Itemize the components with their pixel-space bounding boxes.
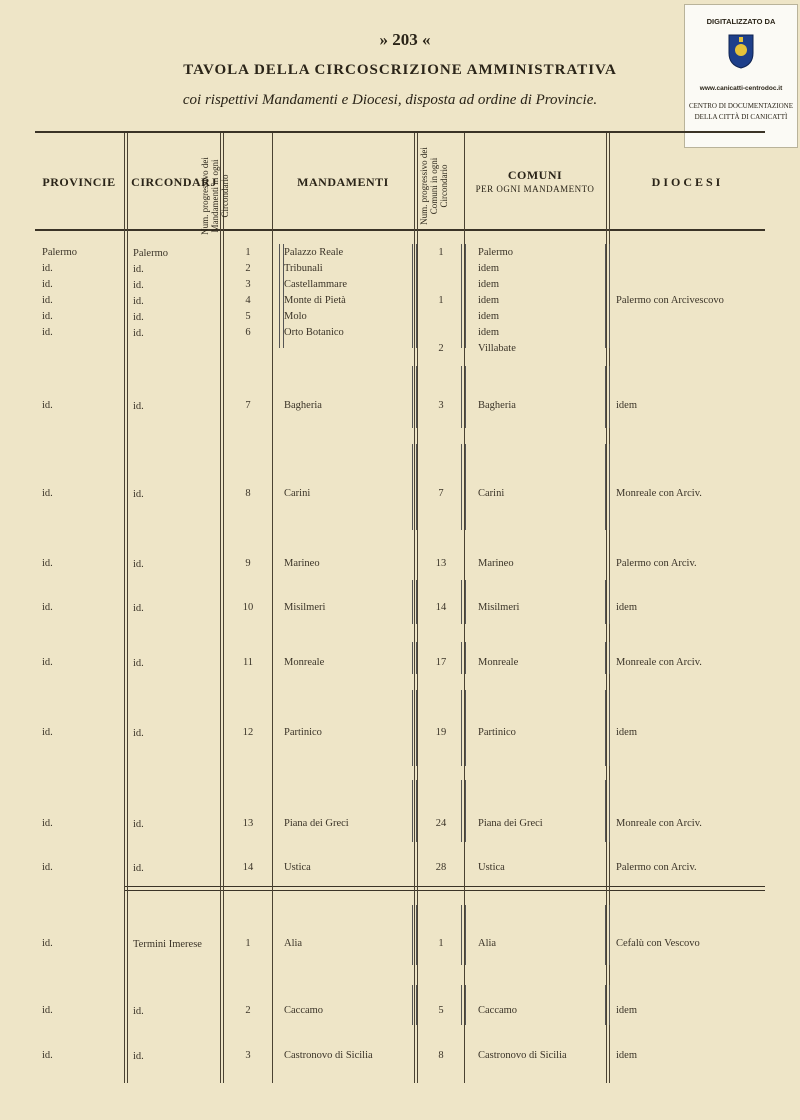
brace-mark: [461, 444, 466, 530]
cell-provincia: id.: [42, 327, 53, 338]
cell-num-comune: 7: [438, 488, 444, 499]
header-circondarj: CIRCONDARJ: [131, 175, 217, 189]
header-provincie: PROVINCIE: [42, 175, 116, 189]
cell-mandamento: Marineo: [284, 558, 320, 569]
cell-comune: Marineo: [478, 558, 514, 569]
coat-of-arms-icon: [727, 33, 755, 69]
cell-provincia: id.: [42, 1005, 53, 1016]
page-number: » 203 «: [379, 30, 431, 49]
cell-num-comune: 1: [438, 247, 444, 258]
cell-comune: idem: [478, 311, 499, 322]
brace-mark: [605, 244, 610, 348]
cell-comune: idem: [478, 327, 499, 338]
section-divider-2: [125, 890, 765, 891]
header-mandamenti: MANDAMENTI: [297, 175, 389, 189]
brace-mark: [605, 985, 610, 1025]
brace-mark: [461, 244, 466, 348]
cell-comune: Piana dei Greci: [478, 818, 543, 829]
cell-comune: Alia: [478, 938, 497, 949]
brace-mark: [412, 244, 417, 348]
brace-mark: [412, 690, 417, 766]
table-top-rule: [35, 131, 765, 133]
cell-num-comune: 14: [435, 602, 447, 613]
brace-mark: [461, 780, 466, 842]
cell-mandamento: Ustica: [284, 862, 311, 873]
stamp-line-3: CENTRO DI DOCUMENTAZIONE: [688, 102, 794, 110]
cell-num-comune: 13: [435, 558, 447, 569]
cell-num-mandamento: 9: [245, 558, 251, 569]
cell-provincia: id.: [42, 400, 53, 411]
cell-circondario: Termini Imerese: [133, 939, 202, 950]
cell-num-comune: 1: [438, 295, 444, 306]
cell-diocesi: Monreale con Arciv.: [616, 657, 702, 668]
cell-diocesi: Palermo con Arciv.: [616, 862, 697, 873]
cell-num-mandamento: 12: [242, 727, 254, 738]
brace-mark: [605, 366, 610, 428]
digitization-stamp: [684, 4, 798, 148]
cell-comune: Carini: [478, 488, 505, 499]
cell-num-mandamento: 4: [245, 295, 251, 306]
cell-num-mandamento: 11: [242, 657, 254, 668]
cell-mandamento: Palazzo Reale: [284, 247, 344, 258]
cell-num-mandamento: 6: [245, 327, 251, 338]
cell-num-mandamento: 2: [245, 1005, 251, 1016]
brace-mark: [605, 905, 610, 965]
cell-circondario: id.: [133, 1006, 144, 1017]
cell-circondario: id.: [133, 312, 144, 323]
cell-diocesi: idem: [616, 602, 637, 613]
cell-diocesi: idem: [616, 727, 637, 738]
cell-mandamento: Castronovo di Sicilia: [284, 1050, 373, 1061]
cell-circondario: id.: [133, 280, 144, 291]
cell-provincia: id.: [42, 279, 53, 290]
cell-comune: Partinico: [478, 727, 516, 738]
cell-comune: idem: [478, 295, 499, 306]
cell-mandamento: Alia: [284, 938, 303, 949]
cell-num-mandamento: 3: [245, 1050, 251, 1061]
cell-num-mandamento: 3: [245, 279, 251, 290]
cell-circondario: id.: [133, 728, 144, 739]
cell-diocesi: Monreale con Arciv.: [616, 488, 702, 499]
cell-diocesi: idem: [616, 1005, 637, 1016]
brace-mark: [605, 690, 610, 766]
brace-mark: [412, 366, 417, 428]
cell-mandamento: Bagheria: [284, 400, 322, 411]
column-divider: [223, 133, 224, 1083]
header-num-comuni: Num. progressivo dei Comuni in ogni Circondario: [419, 147, 449, 225]
cell-num-mandamento: 10: [242, 602, 254, 613]
brace-mark: [412, 985, 417, 1025]
brace-mark: [279, 244, 284, 348]
column-divider: [272, 133, 273, 1083]
cell-mandamento: Monreale: [284, 657, 325, 668]
brace-mark: [412, 642, 417, 674]
cell-circondario: id.: [133, 603, 144, 614]
page-title: TAVOLA DELLA CIRCOSCRIZIONE AMMINISTRATIVA: [183, 62, 617, 78]
column-divider: [220, 133, 221, 1083]
cell-num-comune: 8: [438, 1050, 444, 1061]
cell-mandamento: Monte di Pietà: [284, 295, 346, 306]
cell-mandamento: Molo: [284, 311, 307, 322]
brace-mark: [461, 366, 466, 428]
cell-diocesi: Palermo con Arciv.: [616, 558, 697, 569]
cell-num-mandamento: 2: [245, 263, 251, 274]
cell-comune: Ustica: [478, 862, 505, 873]
cell-comune: Castronovo di Sicilia: [478, 1050, 567, 1061]
cell-mandamento: Caccamo: [284, 1005, 324, 1016]
cell-provincia: id.: [42, 602, 53, 613]
cell-provincia: id.: [42, 727, 53, 738]
brace-mark: [605, 444, 610, 530]
cell-provincia: id.: [42, 488, 53, 499]
brace-mark: [605, 642, 610, 674]
brace-mark: [412, 905, 417, 965]
header-comuni: COMUNI: [507, 168, 563, 182]
cell-num-comune: 28: [435, 862, 447, 873]
cell-mandamento: Orto Botanico: [284, 327, 344, 338]
header-diocesi: DIOCESI: [651, 175, 724, 189]
cell-comune: idem: [478, 263, 499, 274]
cell-provincia: id.: [42, 938, 53, 949]
cell-comune: Bagheria: [478, 400, 516, 411]
cell-num-mandamento: 1: [245, 938, 251, 949]
cell-provincia: Palermo: [42, 247, 77, 258]
cell-num-mandamento: 14: [242, 862, 254, 873]
brace-mark: [461, 642, 466, 674]
table-header-rule: [35, 229, 765, 231]
cell-comune: idem: [478, 279, 499, 290]
cell-provincia: id.: [42, 558, 53, 569]
cell-num-comune: 17: [435, 657, 447, 668]
cell-diocesi: Cefalù con Vescovo: [616, 938, 700, 949]
cell-circondario: id.: [133, 489, 144, 500]
cell-num-comune: 3: [438, 400, 444, 411]
page-subtitle: coi rispettivi Mandamenti e Diocesi, disposta ad ordine di Provincie.: [182, 92, 598, 108]
stamp-line-4: DELLA CITTÀ DI CANICATTÌ: [694, 113, 788, 121]
cell-provincia: id.: [42, 263, 53, 274]
cell-provincia: id.: [42, 818, 53, 829]
cell-mandamento: Partinico: [284, 727, 322, 738]
cell-provincia: id.: [42, 311, 53, 322]
cell-mandamento: Tribunali: [284, 263, 323, 274]
cell-mandamento: Carini: [284, 488, 311, 499]
cell-comune: Villabate: [478, 343, 516, 354]
section-divider: [125, 886, 765, 887]
cell-num-mandamento: 1: [245, 247, 251, 258]
brace-mark: [412, 780, 417, 842]
cell-circondario: id.: [133, 328, 144, 339]
stamp-heading: DIGITALIZZATO DA: [706, 17, 776, 26]
cell-num-comune: 24: [435, 818, 447, 829]
brace-mark: [412, 444, 417, 530]
cell-num-mandamento: 7: [245, 400, 251, 411]
cell-provincia: id.: [42, 862, 53, 873]
cell-mandamento: Piana dei Greci: [284, 818, 349, 829]
cell-num-mandamento: 5: [245, 311, 251, 322]
brace-mark: [412, 580, 417, 624]
cell-circondario: id.: [133, 658, 144, 669]
cell-num-comune: 19: [435, 727, 447, 738]
cell-provincia: id.: [42, 295, 53, 306]
column-divider: [127, 133, 128, 1083]
cell-circondario: id.: [133, 1051, 144, 1062]
cell-num-mandamento: 13: [242, 818, 254, 829]
brace-mark: [461, 905, 466, 965]
brace-mark: [461, 580, 466, 624]
cell-comune: Monreale: [478, 657, 519, 668]
brace-mark: [461, 985, 466, 1025]
cell-circondario: id.: [133, 559, 144, 570]
cell-comune: Misilmeri: [478, 602, 520, 613]
cell-circondario: id.: [133, 264, 144, 275]
cell-num-comune: 2: [438, 343, 444, 354]
cell-comune: Palermo: [478, 247, 513, 258]
brace-mark: [605, 780, 610, 842]
cell-circondario: id.: [133, 401, 144, 412]
cell-comune: Caccamo: [478, 1005, 518, 1016]
cell-diocesi: idem: [616, 1050, 637, 1061]
header-comuni-sub: PER OGNI MANDAMENTO: [475, 184, 595, 194]
cell-num-mandamento: 8: [245, 488, 251, 499]
cell-circondario: Palermo: [133, 248, 168, 259]
cell-circondario: id.: [133, 819, 144, 830]
cell-diocesi: idem: [616, 400, 637, 411]
column-divider: [417, 133, 418, 1083]
cell-diocesi: Monreale con Arciv.: [616, 818, 702, 829]
cell-diocesi: Palermo con Arcivescovo: [616, 295, 724, 306]
cell-provincia: id.: [42, 657, 53, 668]
cell-mandamento: Misilmeri: [284, 602, 326, 613]
cell-mandamento: Castellammare: [284, 279, 347, 290]
header-num-mandamenti: Num. progressivo dei Mandamenti in ogni Circondario: [200, 157, 230, 235]
brace-mark: [461, 690, 466, 766]
cell-num-comune: 1: [438, 938, 444, 949]
cell-circondario: id.: [133, 863, 144, 874]
stamp-text: [685, 101, 797, 123]
brace-mark: [605, 580, 610, 624]
cell-provincia: id.: [42, 1050, 53, 1061]
stamp-url: www.canicatti-centrodoc.it: [699, 85, 783, 92]
cell-num-comune: 5: [438, 1005, 444, 1016]
column-divider: [124, 133, 125, 1083]
cell-circondario: id.: [133, 296, 144, 307]
